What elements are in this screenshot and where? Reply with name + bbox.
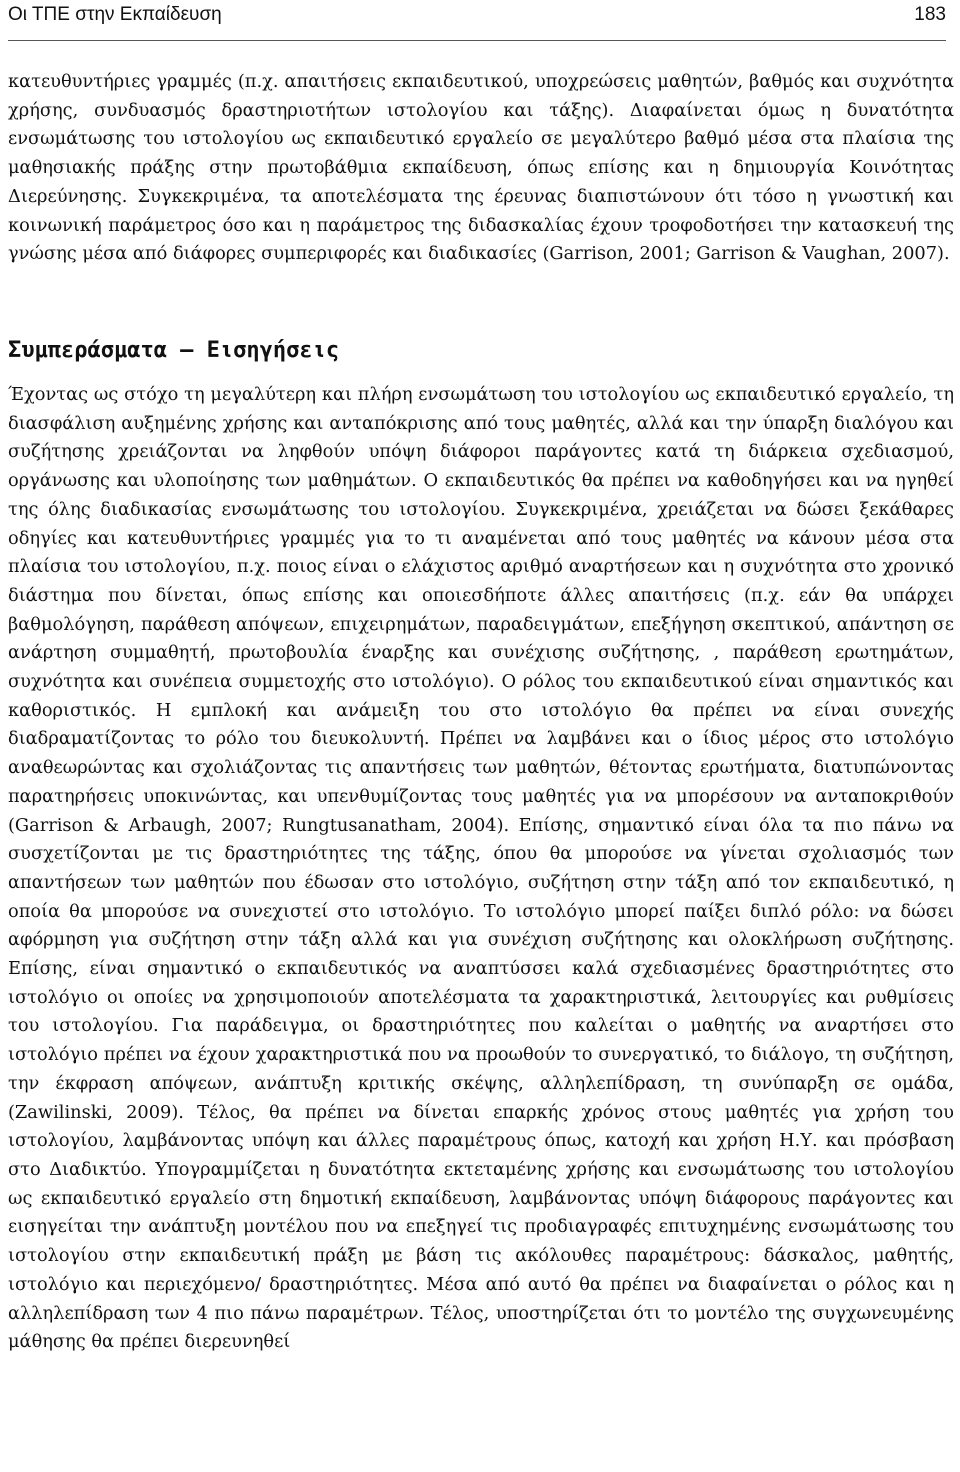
running-header — [8, 0, 946, 41]
section-heading: Συμπεράσματα – Εισηγήσεις — [8, 338, 340, 363]
body-paragraph: Έχοντας ως στόχο τη μεγαλύτερη και πλήρη ενσωμάτωση του ιστολογίου ως εκπαιδευτικό εργαλείο, τη διασφάλιση αυξημένης χρήσης και ανταπόκρισης από τους μαθητές, αλλά και την ύπαρξη διαλόγου και συζήτησης χρειάζονται να ληφθούν υπόψη διάφοροι παράγοντες κατά τη διάρκεια σχεδιασμού, οργάνωσης και υλοποίησης των μαθημάτων. Ο εκπαιδευτικός θα πρέπει να καθοδηγήσει και να ηγηθεί της όλης διαδικασίας ενσωμάτωσης του ιστολογίου. Συγκεκριμένα, χρειάζεται να δώσει ξεκάθαρες οδηγίες και κατευθυντήριες γραμμές για το τι αναμένεται από τους μαθητές να κάνουν μέσα στα πλαίσια του ιστολογίου, π.χ. ποιος είναι ο ελάχιστος αριθμό αναρτήσεων και η συχνότητα στο χρονικό διάστημα που δίνεται, όπως επίσης και οποιεσδήποτε άλλες απαιτήσεις (π.χ. εάν θα υπάρχει βαθμολόγηση, παράθεση απόψεων, επιχειρημάτων, παραδειγμάτων, επεξήγηση σκεπτικού, απάντηση σε ανάρτηση συμμαθητή, πρωτοβουλία έναρξης και συνέχισης συζήτησης, , παράθεση ερωτημάτων, συχνότητα και συνέπεια συμμετοχής στο ιστολόγιο). Ο ρόλος του εκπαιδευτικού είναι σημαντικός και καθοριστικός. Η εμπλοκή και ανάμειξη του στο ιστολόγιο θα πρέπει να είναι συνεχής διαδραματίζοντας το ρόλο του διευκολυντή. Πρέπει να λαμβάνει και ο ίδιος μέρος στο ιστολόγιο αναθεωρώντας και σχολιάζοντας τις απαντήσεις των μαθητών, θέτοντας ερωτήματα, διατυπώνοντας παρατηρήσεις υποκινώντας, και υπενθυμίζοντας τους μαθητές για να μπορέσουν να ανταποκριθούν (Garrison & Arbaugh, 2007; Rungtusanatham, 2004). Επίσης, σημαντικό είναι όλα τα πιο πάνω να συσχετίζονται με τις δραστηριότητες της τάξης, όπου θα μπορούσε να γίνεται σχολιασμός των απαντήσεων των μαθητών που έδωσαν στο ιστολόγιο, συζήτηση στην τάξη από τον εκπαιδευτικό, η οποία θα μπορούσε να συνεχιστεί στο ιστολόγιο. Το ιστολόγιο μπορεί παίξει διπλό ρόλο: να δώσει αφόρμηση για συζήτηση στην τάξη αλλά και για συνέχιση συζήτησης και ολοκλήρωση συζήτησης. Επίσης, είναι σημαντικό ο εκπαιδευτικός να αναπτύσσει καλά σχεδιασμένες δραστηριότητες στο ιστολόγιο οι οποίες να χρησιμοποιούν αποτελέσματα τα χαρακτηριστικά, λειτουργίες και ρυθμίσεις του ιστολογίου. Για παράδειγμα, οι δραστηριότητες που καλείται ο μαθητής να αναρτήσει στο ιστολόγιο πρέπει να έχουν χαρακτηριστικά που να προωθούν το συνεργατικό, το διάλογο, τη συζήτηση, την έκφραση απόψεων, ανάπτυξη κριτικής σκέψης, αλληλεπίδραση, τη συνύπαρξη σε ομάδα, (Zawilinski, 2009). Τέλος, θα πρέπει να δίνεται επαρκής χρόνος στους μαθητές για χρήση του ιστολογίου, λαμβάνοντας υπόψη και άλλες παραμέτρους όπως, κατοχή και χρήση Η.Υ. και πρόσβαση στο Διαδικτύο. Υπογραμμίζεται η δυνατότητα εκτεταμένης χρήσης και ενσωμάτωσης του ιστολογίου ως εκπαιδευτικό εργαλείο στη δημοτική εκπαίδευση, λαμβάνοντας υπόψη διάφορους παράγοντες και εισηγείται την ανάπτυξη μοντέλου που να επεξηγεί τις προδιαγραφές επιτυχημένης ενσωμάτωσης του ιστολογίου στην εκπαιδευτική πράξη με βάση τις ακόλουθες παραμέτρους: δάσκαλος, μαθητής, ιστολόγιο και περιεχόμενο/ δραστηριότητες. Μέσα από αυτό θα πρέπει να διαφαίνεται ο ρόλος και η αλληλεπίδραση των 4 πιο πάνω παραμέτρων. Τέλος, υποστηρίζεται ότι το μοντέλο της συγχωνευμένης μάθησης θα πρέπει διερευνηθεί — [8, 384, 954, 1353]
running-header-title: Οι ΤΠΕ στην Εκπαίδευση — [8, 4, 222, 25]
page-number: 183 — [914, 4, 946, 25]
body-paragraph: κατευθυντήριες γραμμές (π.χ. απαιτήσεις εκπαιδευτικού, υποχρεώσεις μαθητών, βαθμός και συχνότητα χρήσης, συνδυασμός δραστηριοτήτων ιστολογίου και τάξης). Διαφαίνεται όμως η δυνατότητα ενσωμάτωσης του ιστολογίου ως εκπαιδευτικό εργαλείο σε μεγαλύτερο βαθμό μέσα στα πλαίσια της μαθησιακής πράξης στην πρωτοβάθμια εκπαίδευση, όπως επίσης και η δημιουργία Κοινότητας Διερεύνησης. Συγκεκριμένα, τα αποτελέσματα της έρευνας διαπιστώνουν ότι τόσο η γνωστική και κοινωνική παράμετρος όσο και η παράμετρος της διδασκαλίας έχουν τροφοδοτήσει την κατασκευή της γνώσης μέσα από διάφορες συμπεριφορές και διαδικασίες (Garrison, 2001; Garrison & Vaughan, 2007). — [8, 71, 954, 265]
